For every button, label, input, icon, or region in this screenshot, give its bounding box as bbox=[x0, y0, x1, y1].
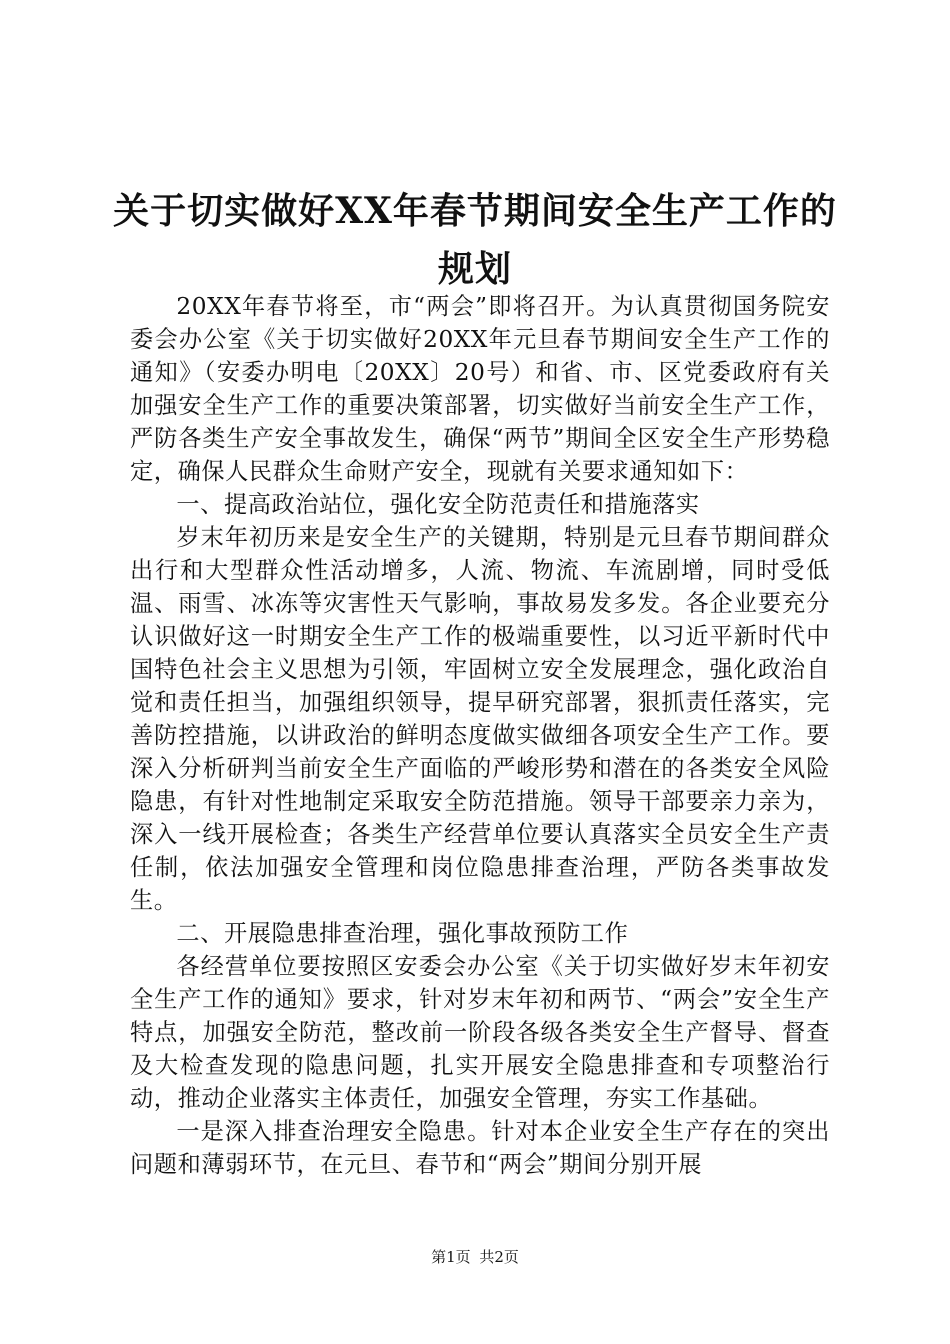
page-footer bbox=[0, 1246, 950, 1267]
paragraph-section-2: 各经营单位要按照区安委会办公室《关于切实做好岁末年初安全生产工作的通知》要求，针对岁末年初和两节、“两会”安全生产特点，加强安全防范，整改前一阶段各级各类安全生产督导、督查及大检查发现的隐患问题，扎实开展安全隐患排查和专项整治行动，推动企业落实主体责任，加强安全管理，夯实工作基础。 bbox=[130, 953, 830, 1112]
paragraph-item-1: 一是深入排查治理安全隐患。针对本企业安全生产存在的突出问题和薄弱环节，在元旦、春节和“两会”期间分别开展 bbox=[130, 1118, 830, 1178]
page-number: 第1页 bbox=[431, 1248, 471, 1266]
document-body bbox=[130, 290, 830, 1181]
paragraph-section-1: 岁末年初历来是安全生产的关键期，特别是元旦春节期间群众出行和大型群众性活动增多，人流、物流、车流剧增，同时受低温、雨雪、冰冻等灾害性天气影响，事故易发多发。各企业要充分认识做好这一时期安全生产工作的极端重要性，以习近平新时代中国特色社会主义思想为引领，牢固树立安全发展理念，强化政治自觉和责任担当，加强组织领导，提早研究部署，狠抓责任落实，完善防控措施，以讲政治的鲜明态度做实做细各项安全生产工作。要深入分析研判当前安全生产面临的严峻形势和潜在的各类安全风险隐患，有针对性地制定采取安全防范措施。领导干部要亲力亲为，深入一线开展检查；各类生产经营单位要认真落实全员安全生产责任制，依法加强安全管理和岗位隐患排查治理，严防各类事故发生。 bbox=[130, 524, 830, 914]
paragraph-intro: 20XX年春节将至，市“两会”即将召开。为认真贯彻国务院安委会办公室《关于切实做好20XX年元旦春节期间安全生产工作的通知》（安委办明电〔20XX〕20号）和省、市、区党委政府有关加强安全生产工作的重要决策部署，切实做好当前安全生产工作，严防各类生产安全事故发生，确保“两节”期间全区安全生产形势稳定，确保人民群众生命财产安全，现就有关要求通知如下： bbox=[130, 293, 830, 485]
page-total: 共2页 bbox=[479, 1248, 519, 1266]
section-heading-2: 二、开展隐患排查治理，强化事故预防工作 bbox=[176, 920, 629, 947]
section-heading-1: 一、提高政治站位，强化安全防范责任和措施落实 bbox=[176, 491, 700, 518]
document-title: 关于切实做好XX年春节期间安全生产工作的规划 bbox=[113, 190, 837, 290]
